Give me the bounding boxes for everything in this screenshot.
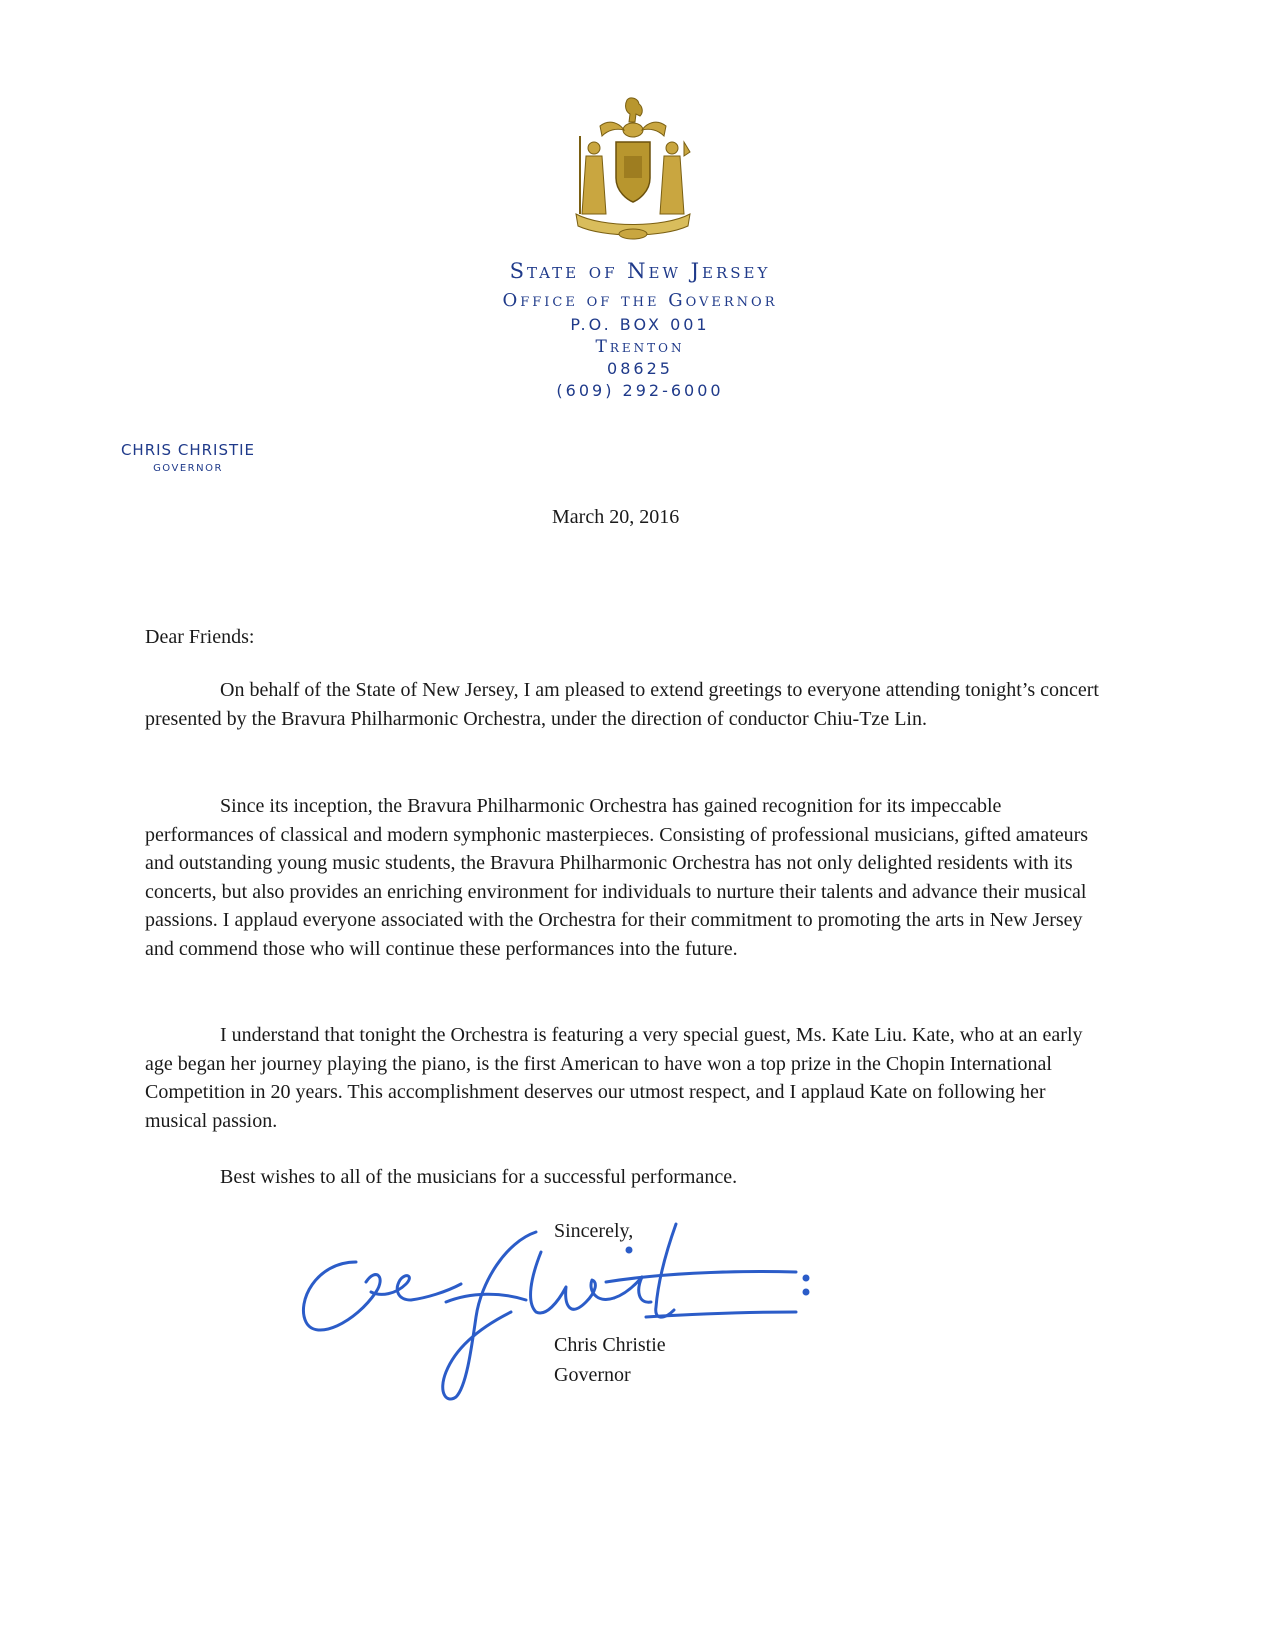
closing: Sincerely, <box>554 1220 634 1242</box>
letterhead-zip: 08625 <box>607 359 673 378</box>
letterhead-city: Trenton <box>595 337 685 357</box>
governor-name: CHRIS CHRISTIE <box>120 441 256 459</box>
letterhead <box>400 258 880 402</box>
governor-block <box>108 441 268 474</box>
letterhead-state: State of New Jersey <box>509 259 771 283</box>
signer-title: Governor <box>554 1364 631 1386</box>
state-seal-icon <box>572 96 694 242</box>
letterhead-po-box: P.O. BOX 001 <box>570 315 710 334</box>
body-paragraph-4: Best wishes to all of the musicians for a successful performance. <box>220 1166 738 1188</box>
letterhead-phone: (609) 292-6000 <box>556 381 724 400</box>
body-paragraph-3: I understand that tonight the Orchestra is featuring a very special guest, Ms. Kate Liu. Kate, who at an early age began her journey playing the piano, is the first American to have won a top prize in the Chopin International Competition in 20 years. This accomplishment deserves our utmost respect, and I applaud Kate on following her musical passion. <box>145 1024 1083 1132</box>
letterhead-office: Office of the Governor <box>502 290 778 311</box>
salutation: Dear Friends: <box>145 626 255 648</box>
letter-date: March 20, 2016 <box>552 506 680 528</box>
body-paragraph-1: On behalf of the State of New Jersey, I am pleased to extend greetings to everyone attending tonight’s concert presented by the Bravura Philharmonic Orchestra, under the direction of conductor Chiu-Tze Lin. <box>145 679 1099 730</box>
body-paragraph-2: Since its inception, the Bravura Philharmonic Orchestra has gained recognition for its impeccable performances of classical and modern symphonic masterpieces. Consisting of professional musicians, gifted amateurs and outstanding young music students, the Bravura Philharmonic Orchestra has not only delighted residents with its concerts, but also provides an enriching environment for individuals to nurture their talents and advance their musical passions. I applaud everyone associated with the Orchestra for their commitment to promoting the arts in New Jersey and commend those who will continue these performances into the future. <box>145 795 1089 960</box>
governor-title: GOVERNOR <box>153 463 223 474</box>
signer-name: Chris Christie <box>554 1334 666 1356</box>
